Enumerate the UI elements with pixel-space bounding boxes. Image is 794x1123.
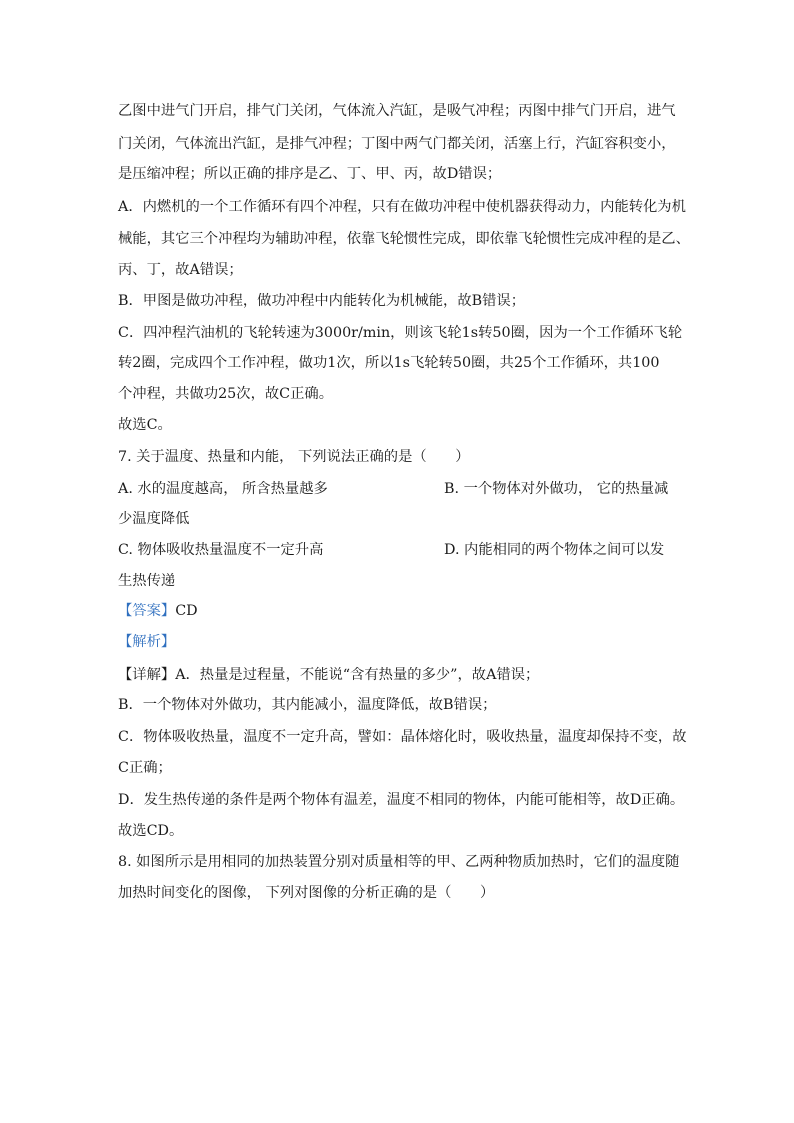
text-line: 门关闭，气体流出汽缸，是排气冲程；丁图中两气门都关闭，活塞上行，汽缸容积变小，	[118, 136, 676, 152]
text-line: 丙、丁，故A错误；	[118, 262, 243, 278]
q7-detail-line: D．发生热传递的条件是两个物体有温差，温度不相同的物体，内能可能相等，故D正确。	[118, 792, 685, 808]
q7-answer	[118, 601, 678, 621]
q7-option-d-continued: 生热传递	[118, 573, 176, 589]
text-line: 械能，其它三个冲程均为辅助冲程，依靠飞轮惯性完成，即依靠飞轮惯性完成冲程的是乙、	[118, 231, 690, 247]
text-line: 故选C。	[118, 417, 172, 433]
q7-option-d: D. 内能相同的两个物体之间可以发	[444, 542, 665, 558]
text-line: C．四冲程汽油机的飞轮转速为3000r/min，则该飞轮1s转50圈，因为一个工作循环飞轮	[118, 325, 683, 341]
answer-value: CD	[175, 603, 198, 619]
analysis-tag: 【解析】	[118, 634, 176, 650]
text-line: 乙图中进气门开启，排气门关闭，气体流入汽缸，是吸气冲程；丙图中排气门开启，进气	[118, 103, 676, 119]
question-8-stem-line-2: 加热时间变化的图像， 下列对图像的分析正确的是（ ）	[118, 885, 495, 901]
q7-detail-line: C．物体吸收热量，温度不一定升高，譬如：晶体熔化时，吸收热量，温度却保持不变，故	[118, 729, 687, 745]
detail-tag: 【详解】	[118, 667, 176, 683]
detail-text: A．热量是过程量，不能说“含有热量的多少”，故A错误；	[175, 667, 540, 683]
text-line: 个冲程，共做功25次，故C正确。	[118, 386, 333, 402]
q7-detail-line: 故选CD。	[118, 823, 184, 839]
answer-tag: 【答案】	[118, 603, 176, 619]
q7-detail-line: B．一个物体对外做功，其内能减小，温度降低，故B错误；	[118, 697, 497, 713]
q7-detail-line: C正确；	[118, 760, 172, 776]
q7-option-a: A. 水的温度越高， 所含热量越多	[118, 481, 328, 497]
q7-option-c: C. 物体吸收热量温度不一定升高	[118, 542, 324, 558]
question-8-stem-line-1: 8. 如图所示是用相同的加热装置分别对质量相等的甲、乙两种物质加热时，它们的温度随	[118, 854, 680, 870]
text-line: B．甲图是做功冲程，做功冲程中内能转化为机械能，故B错误；	[118, 293, 526, 309]
q7-analysis-heading	[118, 632, 678, 652]
text-line: 转2圈，完成四个工作冲程，做功1次，所以1s飞轮转50圈，共25个工作循环，共100	[118, 355, 660, 371]
text-line: 是压缩冲程；所以正确的排序是乙、丁、甲、丙，故D错误；	[118, 166, 502, 182]
q7-detail-first	[118, 665, 678, 685]
question-7-stem: 7. 关于温度、热量和内能， 下列说法正确的是（ ）	[118, 449, 470, 465]
text-line: A．内燃机的一个工作循环有四个冲程，只有在做功冲程中使机器获得动力，内能转化为机	[118, 199, 686, 215]
q7-option-b-continued: 少温度降低	[118, 511, 190, 527]
q7-option-b: B. 一个物体对外做功， 它的热量减	[444, 481, 669, 497]
